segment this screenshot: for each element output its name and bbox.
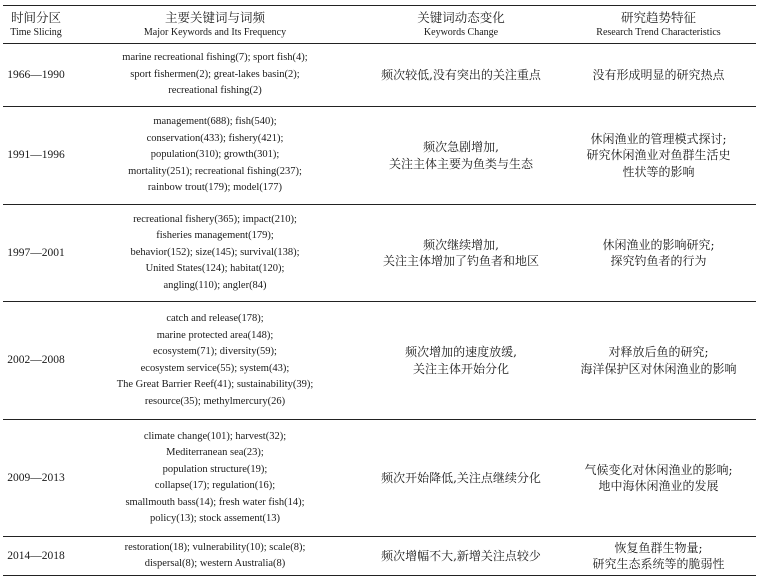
table-row (3, 537, 756, 576)
header-zh: 时间分区 (10, 10, 61, 25)
keywords-cell-line: behavior(152); size(145); survival(138); (130, 246, 300, 258)
research-trend-cell-line: 海洋保护区对休闲渔业的影响 (580, 361, 737, 376)
keywords-change-cell-line: 关注主体增加了钓鱼者和地区 (382, 254, 539, 268)
keywords-cell-line: resource(35); methylmercury(26) (144, 395, 286, 407)
keywords-cell-line: collapse(17); regulation(16); (154, 480, 276, 491)
research-trend-cell-line: 休闲渔业的管理模式探讨; (590, 131, 727, 146)
keywords-cell (69, 537, 361, 576)
research-trend-cell-line: 休闲渔业的影响研究; (602, 237, 715, 252)
keywords-cell-line: recreational fishing(2) (168, 85, 262, 97)
keywords-cell-line: conservation(433); fishery(421); (146, 132, 284, 144)
keywords-cell-line: The Great Barrier Reef(41); sustainability(39); (116, 379, 314, 390)
time-slice-cell: 2002—2008 (7, 354, 65, 367)
header-keywords-change (361, 6, 561, 44)
keywords-cell-line: angling(110); angler(84) (163, 279, 267, 291)
keywords-change-cell (361, 44, 561, 107)
keywords-cell (69, 205, 361, 302)
header-en: Research Trend Characteristics (596, 27, 721, 38)
keywords-cell-line: climate change(101); harvest(32); (143, 430, 287, 442)
keywords-cell (69, 107, 361, 205)
keywords-cell-line: sport fishermen(2); great-lakes basin(2); (130, 68, 300, 80)
keywords-cell-line: recreational fishery(365); impact(210); (133, 213, 297, 225)
keywords-cell-line: catch and release(178); (166, 313, 264, 324)
keywords-change-cell (361, 302, 561, 420)
keywords-change-cell-line: 关注主体开始分化 (412, 361, 509, 376)
keywords-cell (69, 420, 361, 537)
table-row (3, 420, 756, 537)
keywords-change-cell-line: 频次继续增加, (423, 237, 499, 252)
keywords-cell-line: fisheries management(179); (156, 230, 274, 242)
header-time-slicing (3, 6, 69, 44)
keywords-change-cell (361, 107, 561, 205)
keywords-cell-line: Mediterranean sea(23); (166, 447, 264, 458)
keywords-cell-line: rainbow trout(179); model(177) (147, 182, 283, 194)
time-slice-cell: 1966—1990 (7, 68, 65, 81)
header-en: Time Slicing (10, 27, 62, 38)
keywords-cell-line: dispersal(8); western Australia(8) (144, 558, 286, 569)
research-trend-cell (561, 44, 756, 107)
table-row (3, 302, 756, 420)
keywords-cell-line: mortality(251); recreational fishing(237); (128, 165, 302, 177)
header-zh: 关键词动态变化 (417, 10, 505, 25)
time-slice-cell: 2014—2018 (7, 549, 65, 562)
research-trend-cell (561, 302, 756, 420)
keywords-change-cell (361, 537, 561, 576)
keywords-cell-line: marine recreational fishing(7); sport fish(4); (122, 52, 308, 64)
keywords-cell-line: ecosystem service(55); system(43); (140, 362, 290, 374)
keywords-cell (69, 44, 361, 107)
research-trend-cell-line: 对释放后鱼的研究; (608, 345, 709, 359)
research-trend-cell-line: 恢复鱼群生物量; (614, 540, 703, 555)
keyword-trend-table (3, 5, 756, 576)
research-trend-cell-line: 研究休闲渔业对鱼群生活史 (586, 148, 731, 163)
time-slice-cell: 2009—2013 (7, 471, 65, 484)
table-row (3, 44, 756, 107)
research-trend-cell (561, 107, 756, 205)
keywords-cell-line: smallmouth bass(14); fresh water fish(14); (125, 496, 305, 508)
keywords-cell (69, 302, 361, 420)
table-body (3, 44, 756, 576)
keywords-cell-line: ecosystem(71); diversity(59); (153, 346, 277, 357)
header-zh: 研究趋势特征 (620, 10, 696, 25)
header-en: Keywords Change (423, 27, 499, 38)
research-trend-cell-line: 研究生态系统等的脆弱性 (592, 557, 725, 571)
keywords-cell-line: marine protected area(148); (156, 329, 274, 341)
keywords-change-cell (361, 205, 561, 302)
research-trend-cell-line: 地中海休闲渔业的发展 (598, 479, 719, 493)
research-trend-cell (561, 537, 756, 576)
time-slice-cell: 1997—2001 (7, 246, 65, 259)
keywords-change-cell-line: 频次开始降低,关注点继续分化 (381, 470, 541, 485)
keywords-cell-line: management(688); fish(540); (153, 116, 277, 128)
table-header (3, 6, 756, 44)
keywords-change-cell (361, 420, 561, 537)
research-trend-cell (561, 205, 756, 302)
header-keywords (69, 6, 361, 44)
header-zh: 主要关键词与词频 (164, 10, 265, 25)
keywords-cell-line: population(310); growth(301); (150, 149, 280, 161)
research-trend-cell-line: 探究钓鱼者的行为 (610, 254, 707, 268)
header-research-trend (561, 6, 756, 44)
keywords-cell-line: restoration(18); vulnerability(10); scale(8); (124, 541, 306, 553)
research-trend-cell-line: 性状等的影响 (622, 164, 695, 179)
time-slice-cell: 1991—1996 (7, 149, 65, 162)
keywords-change-cell-line: 频次急剧增加, (423, 140, 499, 154)
research-trend-cell-line: 没有形成明显的研究热点 (592, 67, 725, 82)
keywords-change-cell-line: 关注主体主要为鱼类与生态 (388, 156, 533, 171)
research-trend-cell-line: 气候变化对休闲渔业的影响; (584, 462, 733, 477)
keywords-change-cell-line: 频次增加的速度放缓, (405, 345, 517, 359)
table-row (3, 107, 756, 205)
keywords-change-cell-line: 频次较低,没有突出的关注重点 (381, 67, 541, 82)
header-en: Major Keywords and Its Frequency (143, 27, 287, 38)
keywords-change-cell-line: 频次增幅不大,新增关注点较少 (381, 548, 541, 563)
research-trend-cell (561, 420, 756, 537)
keywords-cell-line: United States(124); habitat(120); (145, 263, 285, 275)
table-row (3, 205, 756, 302)
keywords-cell-line: population structure(19); (162, 463, 268, 475)
keywords-cell-line: policy(13); stock assement(13) (149, 513, 281, 524)
